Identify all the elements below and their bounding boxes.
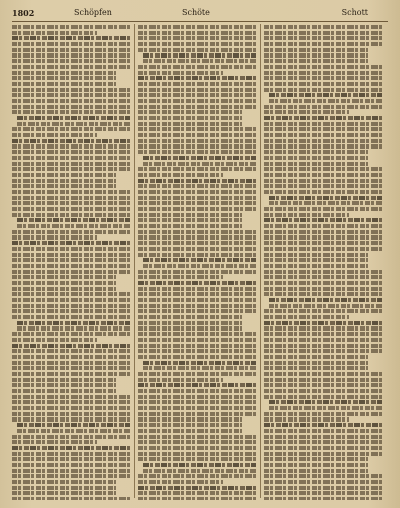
text-line (12, 48, 130, 52)
text-line (264, 315, 349, 319)
text-line (12, 309, 130, 313)
text-line (12, 156, 130, 160)
text-line (12, 389, 116, 393)
text-line (264, 292, 382, 296)
text-line (138, 321, 242, 325)
text-line (138, 474, 256, 478)
text-line (264, 224, 382, 228)
text-line (143, 264, 256, 268)
text-line (17, 218, 130, 222)
text-line (143, 156, 256, 160)
text-line (143, 162, 256, 166)
text-line (138, 48, 256, 52)
text-line (138, 440, 256, 444)
text-line (264, 412, 382, 416)
text-line (138, 213, 242, 217)
text-line (138, 281, 256, 285)
text-line (12, 446, 130, 450)
text-line (12, 196, 130, 200)
text-line (138, 452, 256, 456)
text-line (12, 133, 97, 137)
text-line (17, 116, 130, 120)
text-line (264, 446, 382, 450)
text-line (12, 207, 130, 211)
text-line (12, 452, 130, 456)
text-line (12, 144, 130, 148)
text-line (12, 150, 130, 154)
text-line (12, 59, 130, 63)
headword-left: Schöpfen (74, 8, 112, 17)
text-line (12, 344, 130, 348)
text-line (138, 247, 256, 251)
text-line (138, 287, 256, 291)
text-line (12, 190, 130, 194)
text-line (269, 298, 382, 302)
text-line (12, 361, 130, 365)
text-line (12, 270, 130, 274)
column-divider (134, 24, 135, 498)
text-line (264, 133, 382, 137)
text-line (264, 275, 382, 279)
text-line (138, 173, 223, 177)
text-line (264, 332, 382, 336)
text-line (12, 88, 130, 92)
text-line (17, 429, 130, 433)
text-line (264, 110, 349, 114)
text-line (12, 440, 97, 444)
text-line (12, 338, 97, 342)
text-line (138, 241, 256, 245)
text-line (12, 93, 130, 97)
text-line (264, 281, 382, 285)
text-line (138, 344, 256, 348)
text-line (138, 270, 256, 274)
text-line (12, 400, 130, 404)
text-line (264, 247, 382, 251)
text-line (264, 76, 382, 80)
text-line (138, 82, 256, 86)
text-line (264, 144, 382, 148)
text-line (17, 326, 130, 330)
text-line (138, 25, 256, 29)
text-line (138, 480, 223, 484)
running-header (12, 6, 388, 20)
text-line (17, 321, 130, 325)
text-line (269, 304, 382, 308)
text-line (264, 474, 382, 478)
text-line (138, 383, 256, 387)
text-line (264, 423, 382, 427)
text-line (264, 338, 382, 342)
text-line (264, 435, 382, 439)
text-line (138, 253, 256, 257)
text-line (12, 65, 130, 69)
column-divider (260, 24, 261, 498)
text-line (138, 230, 256, 234)
text-line (143, 53, 256, 57)
text-line (264, 309, 382, 313)
text-line (264, 213, 349, 217)
text-line (138, 110, 242, 114)
text-line (138, 71, 223, 75)
text-line (138, 435, 256, 439)
text-line (138, 139, 256, 143)
text-line (138, 275, 223, 279)
text-line (12, 275, 116, 279)
text-line (138, 372, 256, 376)
text-line (264, 383, 382, 387)
text-line (264, 167, 382, 171)
text-line (12, 179, 116, 183)
text-line (138, 292, 256, 296)
text-line (12, 435, 130, 439)
text-line (138, 423, 242, 427)
text-line (12, 486, 116, 490)
text-line (12, 36, 130, 40)
text-line (143, 463, 256, 467)
text-line (12, 463, 130, 467)
text-line (264, 372, 382, 376)
text-line (138, 486, 256, 490)
text-line (12, 110, 130, 114)
text-line (269, 400, 382, 404)
text-line (264, 235, 382, 239)
header-rule (12, 21, 388, 22)
text-line (17, 423, 130, 427)
text-line (138, 201, 256, 205)
text-line (12, 25, 130, 29)
text-line (264, 241, 382, 245)
text-line (269, 201, 382, 205)
text-line (12, 235, 97, 239)
text-line (264, 270, 382, 274)
text-line (264, 42, 382, 46)
text-line (138, 99, 256, 103)
text-line (12, 457, 130, 461)
text-line (138, 88, 256, 92)
text-line (264, 122, 382, 126)
text-line (264, 82, 382, 86)
text-line (12, 31, 97, 35)
text-line (138, 457, 256, 461)
text-line (138, 179, 256, 183)
text-line (264, 173, 382, 177)
text-line (264, 25, 382, 29)
text-line (138, 389, 256, 393)
text-line (12, 332, 130, 336)
text-line (12, 298, 130, 302)
text-line (264, 253, 368, 257)
text-line (138, 446, 256, 450)
text-line (138, 338, 256, 342)
text-line (264, 321, 382, 325)
text-line (138, 417, 242, 421)
text-line (143, 366, 256, 370)
text-line (264, 264, 368, 268)
text-line (264, 480, 382, 484)
text-line (12, 417, 130, 421)
text-line (264, 440, 382, 444)
text-line (269, 99, 382, 103)
text-line (12, 287, 116, 291)
text-line (138, 400, 256, 404)
text-line (138, 497, 256, 500)
text-line (264, 491, 382, 495)
text-line (264, 59, 368, 63)
text-line (264, 156, 368, 160)
text-line (138, 150, 256, 154)
text-line (264, 184, 382, 188)
text-line (264, 389, 382, 393)
text-line (138, 332, 256, 336)
text-line (12, 71, 116, 75)
text-line (12, 127, 130, 131)
text-line (12, 469, 130, 473)
text-line (12, 139, 130, 143)
text-line (138, 196, 256, 200)
text-line (264, 207, 382, 211)
text-column-middle (138, 25, 256, 500)
text-line (12, 349, 130, 353)
text-line (12, 372, 130, 376)
text-line (12, 315, 130, 319)
text-line (138, 122, 242, 126)
text-line (264, 417, 349, 421)
headword-center: Schöte (182, 8, 210, 17)
text-line (12, 497, 130, 500)
headword-right: Schott (341, 8, 368, 17)
text-line (138, 298, 256, 302)
text-line (264, 127, 382, 131)
text-line (12, 82, 116, 86)
text-line (143, 361, 256, 365)
text-line (264, 355, 368, 359)
text-line (12, 281, 116, 285)
text-line (138, 42, 256, 46)
text-line (12, 258, 130, 262)
text-line (138, 355, 256, 359)
text-line (12, 491, 116, 495)
text-line (12, 230, 130, 234)
text-line (138, 167, 256, 171)
text-line (264, 486, 382, 490)
text-line (17, 122, 130, 126)
text-line (138, 190, 256, 194)
text-line (12, 264, 130, 268)
text-line (264, 452, 382, 456)
text-line (12, 292, 130, 296)
text-line (264, 162, 368, 166)
text-line (264, 31, 382, 35)
text-line (138, 315, 242, 319)
text-line (12, 366, 130, 370)
text-line (12, 395, 130, 399)
text-line (12, 474, 130, 478)
text-line (138, 184, 256, 188)
text-line (264, 105, 382, 109)
text-line (138, 36, 256, 40)
text-line (264, 344, 382, 348)
text-line (12, 162, 130, 166)
text-line (12, 53, 130, 57)
text-line (12, 173, 116, 177)
text-line (264, 378, 382, 382)
text-line (138, 224, 242, 228)
text-line (143, 258, 256, 262)
text-line (264, 71, 382, 75)
text-line (264, 36, 382, 40)
text-line (12, 355, 130, 359)
text-line (138, 406, 256, 410)
text-line (264, 116, 382, 120)
page-number: 1802 (12, 8, 35, 18)
text-line (264, 287, 382, 291)
text-line (264, 53, 368, 57)
text-line (138, 207, 256, 211)
text-line (138, 76, 256, 80)
text-line (138, 304, 256, 308)
text-line (264, 48, 368, 52)
text-line (12, 383, 116, 387)
text-line (264, 230, 382, 234)
text-line (138, 395, 256, 399)
text-line (269, 93, 382, 97)
text-line (12, 378, 116, 382)
text-line (12, 184, 116, 188)
text-line (264, 429, 382, 433)
text-line (138, 412, 256, 416)
text-line (264, 258, 368, 262)
text-line (264, 190, 382, 194)
text-line (12, 213, 130, 217)
text-line (12, 201, 130, 205)
text-line (12, 76, 116, 80)
text-line (264, 349, 382, 353)
text-line (12, 247, 130, 251)
text-line (12, 480, 116, 484)
text-line (264, 366, 368, 370)
text-line (12, 167, 130, 171)
text-line (264, 469, 368, 473)
text-line (138, 429, 242, 433)
text-line (12, 406, 130, 410)
text-line (264, 395, 382, 399)
text-line (138, 218, 242, 222)
text-line (138, 127, 256, 131)
text-line (138, 144, 256, 148)
text-line (269, 196, 382, 200)
text-line (264, 497, 382, 500)
text-line (264, 88, 382, 92)
text-line (12, 412, 130, 416)
text-line (12, 241, 130, 245)
text-line (138, 491, 256, 495)
text-line (138, 349, 256, 353)
text-line (17, 224, 130, 228)
text-column-right (264, 25, 382, 500)
text-line (138, 93, 256, 97)
text-column-left (12, 25, 130, 500)
text-line (138, 309, 256, 313)
text-line (143, 469, 256, 473)
text-line (12, 105, 130, 109)
text-line (264, 218, 382, 222)
text-line (264, 139, 382, 143)
text-line (138, 105, 256, 109)
text-line (138, 31, 256, 35)
text-line (138, 235, 256, 239)
text-line (138, 326, 242, 330)
text-line (264, 463, 368, 467)
text-line (12, 99, 130, 103)
text-line (138, 133, 256, 137)
text-line (138, 116, 242, 120)
text-line (143, 59, 256, 63)
text-line (264, 65, 382, 69)
text-line (12, 42, 130, 46)
text-line (138, 65, 256, 69)
text-line (264, 326, 382, 330)
text-line (12, 304, 130, 308)
text-line (264, 179, 382, 183)
text-line (264, 361, 368, 365)
text-line (12, 253, 130, 257)
text-line (264, 457, 368, 461)
text-line (138, 378, 223, 382)
text-line (264, 150, 368, 154)
text-line (269, 406, 382, 410)
